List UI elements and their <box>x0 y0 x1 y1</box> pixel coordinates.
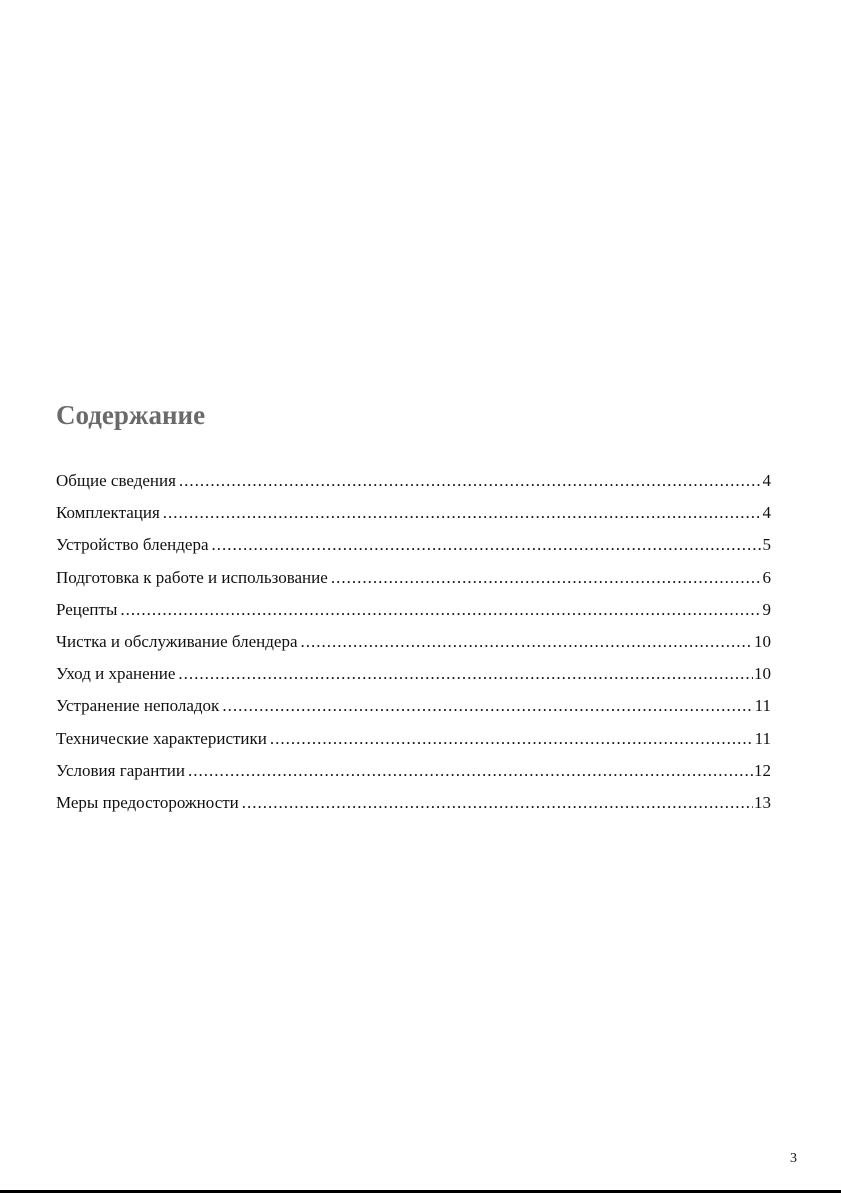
toc-leader-dots <box>222 690 753 722</box>
toc-leader-dots <box>178 658 753 690</box>
toc-leader-dots <box>331 562 762 594</box>
toc-entry-page: 9 <box>762 599 771 619</box>
toc-entry-page: 6 <box>762 567 771 587</box>
toc-leader-dots <box>188 755 753 787</box>
toc-leader-dots <box>270 723 754 755</box>
contents-heading: Содержание <box>56 400 206 430</box>
toc-entry-page: 5 <box>762 535 771 555</box>
toc-entry[interactable] <box>56 787 771 819</box>
toc-entry[interactable] <box>56 497 771 529</box>
toc-leader-dots <box>163 497 762 529</box>
toc-entry[interactable] <box>56 626 771 658</box>
toc-leader-dots <box>301 626 754 658</box>
toc-entry-page: 4 <box>762 503 771 523</box>
table-of-contents <box>56 465 771 819</box>
toc-entry-title: Чистка и обслуживание блендера <box>56 631 298 651</box>
toc-leader-dots <box>212 529 762 561</box>
toc-entry-title: Подготовка к работе и использование <box>56 567 328 587</box>
toc-entry-page: 11 <box>754 728 771 748</box>
toc-entry[interactable] <box>56 594 771 626</box>
toc-leader-dots <box>120 594 761 626</box>
toc-entry-title: Технические характеристики <box>56 728 267 748</box>
toc-entry-title: Меры предосторожности <box>56 792 239 812</box>
toc-entry-title: Устройство блендера <box>56 535 209 555</box>
page-number: 3 <box>790 1151 797 1166</box>
toc-entry-title: Комплектация <box>56 503 160 523</box>
toc-entry[interactable] <box>56 465 771 497</box>
toc-entry-title: Условия гарантии <box>56 760 186 780</box>
toc-entry-title: Устранение неполадок <box>56 696 220 716</box>
toc-entry-title: Уход и хранение <box>56 664 176 684</box>
toc-entry-title: Рецепты <box>56 599 118 619</box>
toc-entry[interactable] <box>56 690 771 722</box>
toc-leader-dots <box>242 787 753 819</box>
toc-entry-page: 13 <box>754 792 771 812</box>
toc-entry-page: 12 <box>754 760 771 780</box>
toc-entry-page: 4 <box>762 471 771 490</box>
toc-entry[interactable] <box>56 723 771 755</box>
toc-entry-page: 10 <box>754 631 771 651</box>
toc-entry-page: 10 <box>754 664 771 684</box>
toc-entry[interactable] <box>56 755 771 787</box>
toc-leader-dots <box>179 465 762 497</box>
toc-entry[interactable] <box>56 658 771 690</box>
toc-entry-title: Общие сведения <box>56 471 176 490</box>
toc-entry-page: 11 <box>754 696 771 716</box>
toc-entry[interactable] <box>56 529 771 561</box>
toc-entry[interactable] <box>56 562 771 594</box>
